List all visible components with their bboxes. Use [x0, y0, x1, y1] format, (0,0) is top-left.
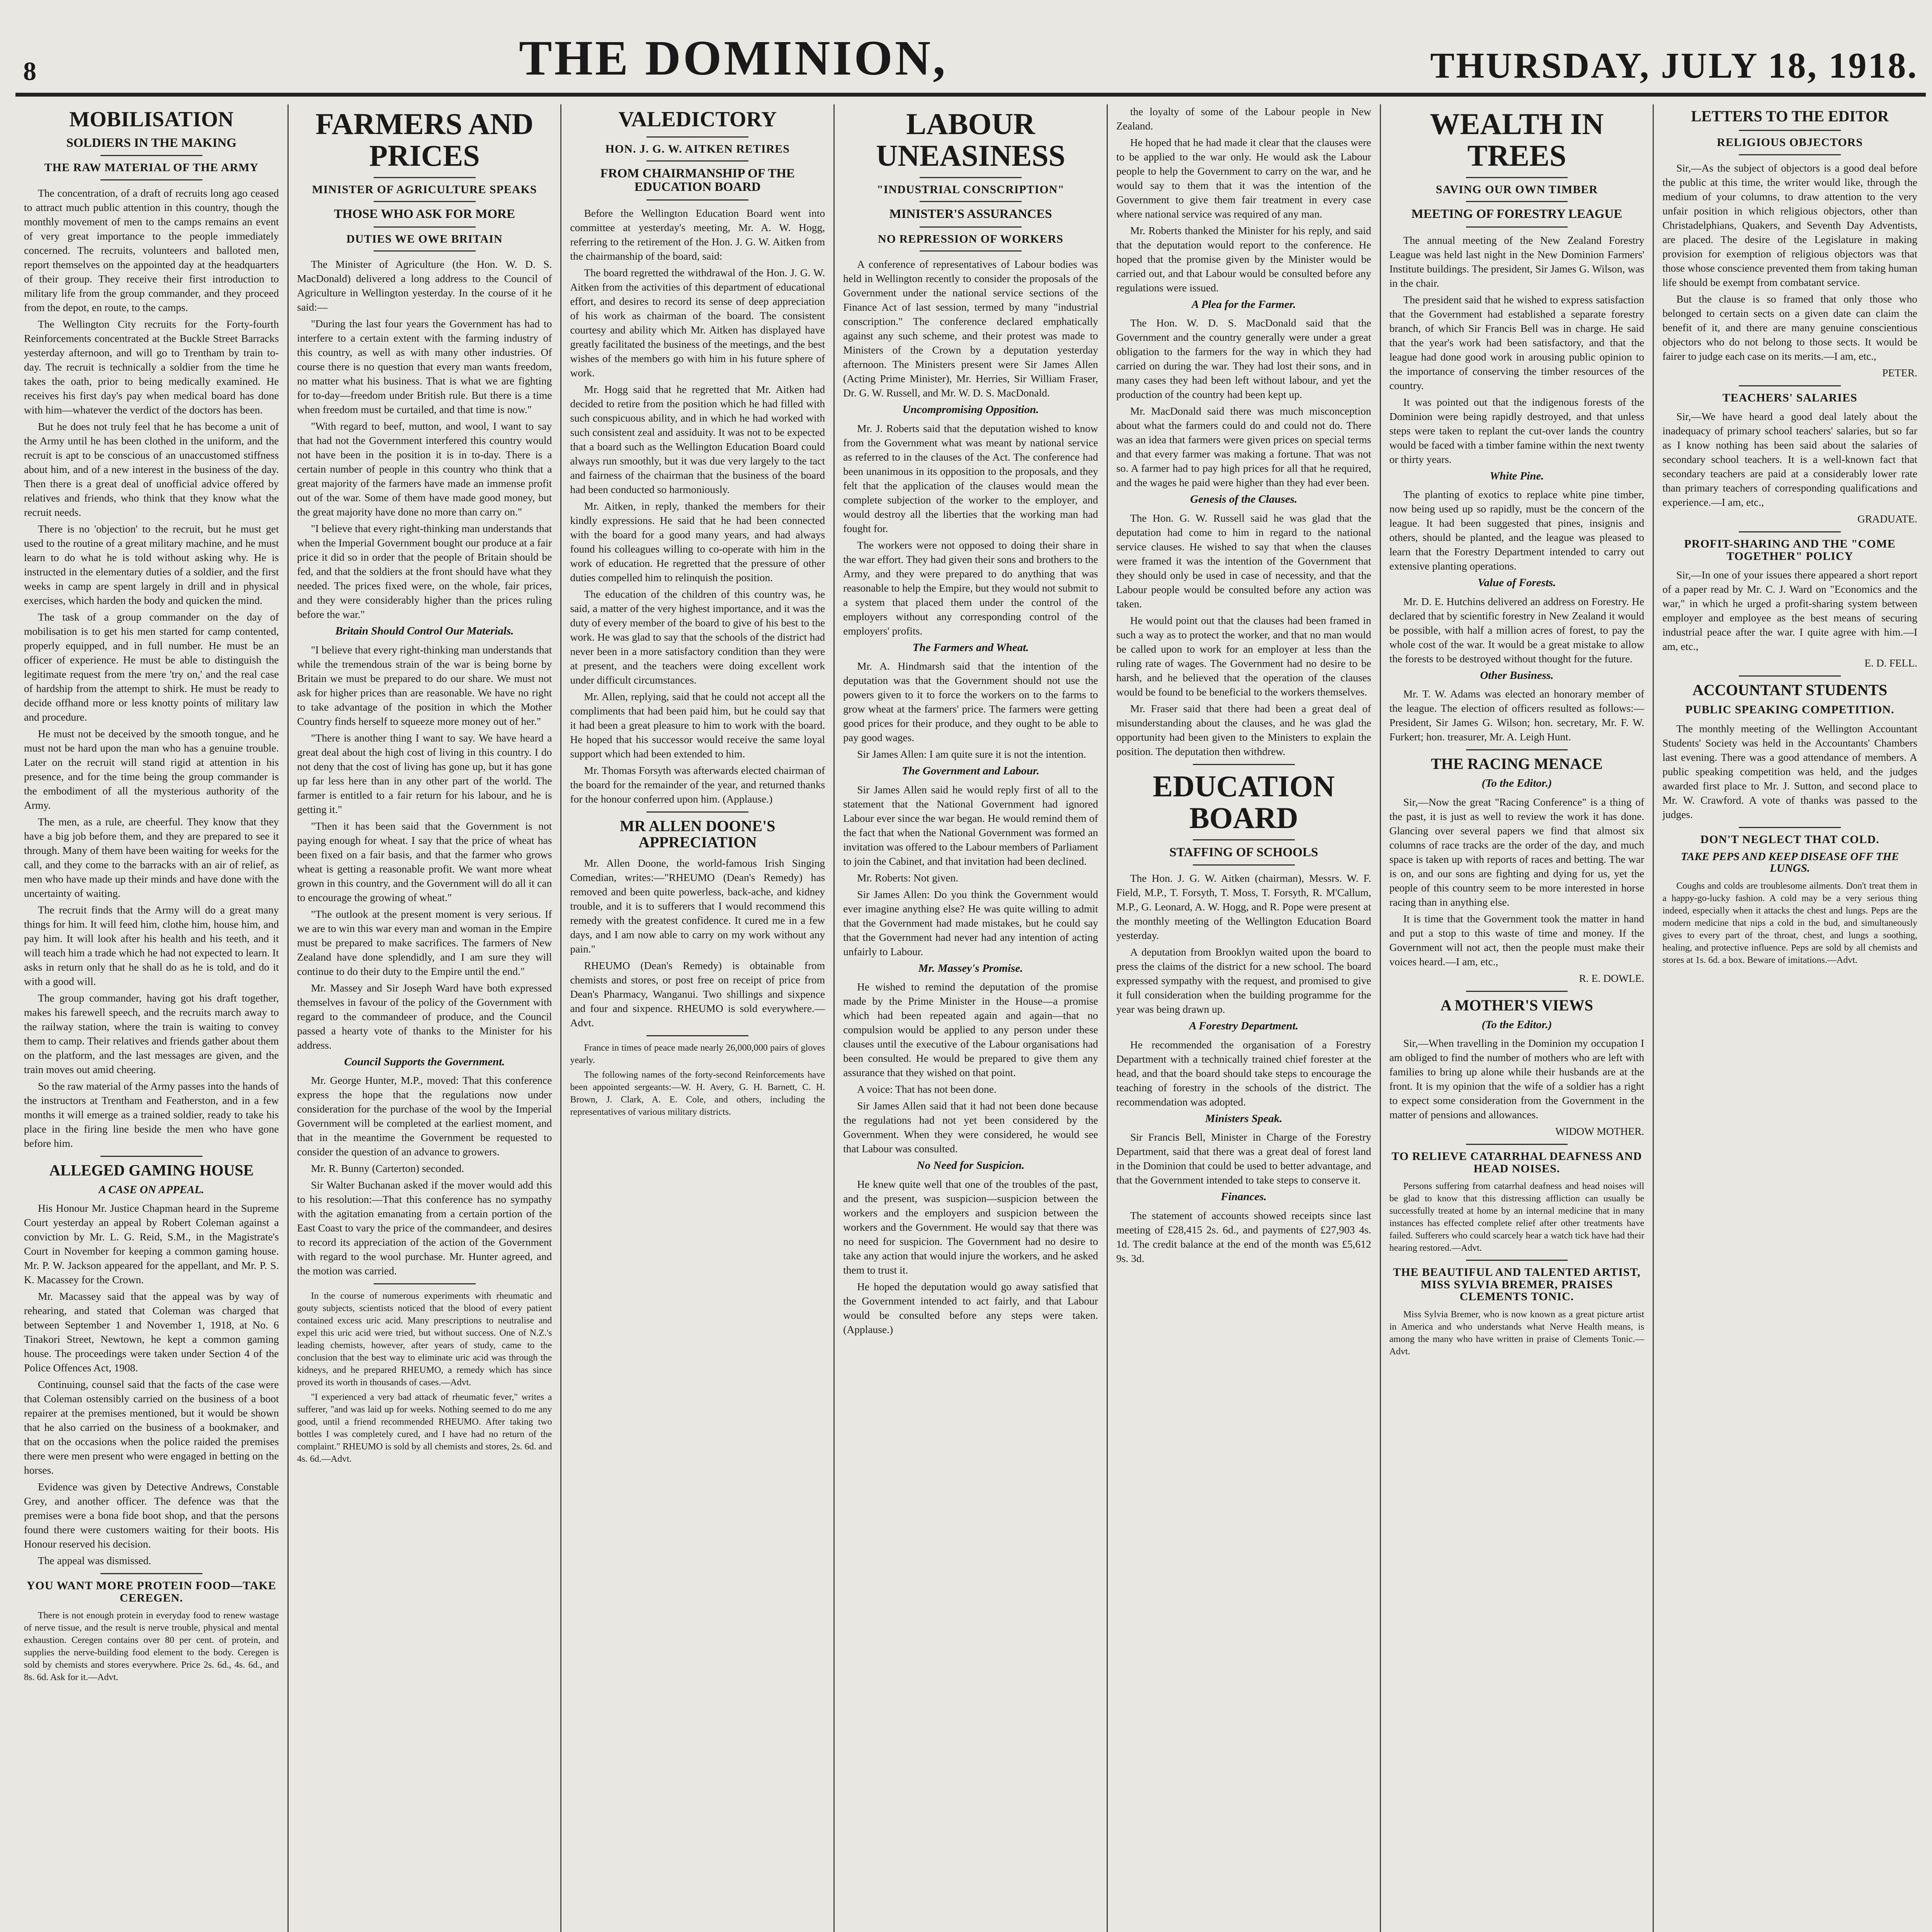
paragraph: It is time that the Government took the matter in hand and put a stop to this waste of time and money. If the Government will not act, then the people must make their voices heard.—I am, etc., [1389, 912, 1645, 968]
paragraph: "I believe that every right-thinking man understands that when the Imperial Government bought our produce at a fair price it did so in order that the people of Britain should be fed, and that the soldiers at the front should have what they needed. The prices fixed were, on the whole, fair prices, and they were considerably higher than the prices ruling before the war." [297, 522, 552, 621]
paragraph: the loyalty of some of the Labour people in New Zealand. [1116, 105, 1371, 132]
headline: ALLEGED GAMING HOUSE [49, 1161, 254, 1179]
divider [374, 201, 476, 202]
headline: Other Business. [1480, 669, 1554, 682]
divider [646, 160, 748, 162]
divider [1739, 531, 1841, 532]
headline: "INDUSTRIAL CONSCRIPTION" [877, 183, 1065, 196]
headline: NO REPRESSION OF WORKERS [878, 232, 1063, 245]
paragraph: The board regretted the withdrawal of the Hon. J. G. W. Aitken from the activities of this department of educational effort, and desires to record its sense of deep appreciation of his work as chairman of the board. The consistent courtesy and ability which Mr. Aitken has displayed have greatly facilitated the business of the meetings, and the best wishes of the members go with him in his future sphere of work. [570, 266, 825, 379]
paragraph: Mr. Thomas Forsyth was afterwards elected chairman of the board for the remainder of the year, and returned thanks for the honour conferred upon him. (Applause.) [570, 764, 825, 805]
column-2 [287, 104, 561, 1932]
headline: YOU WANT MORE PROTEIN FOOD—TAKE CEREGEN. [26, 1579, 276, 1604]
headline: Value of Forests. [1478, 577, 1556, 589]
divider [1466, 201, 1568, 202]
headline: SOLDIERS IN THE MAKING [66, 136, 237, 150]
headline: EDUCATION BOARD [1153, 769, 1335, 835]
headline: A Forestry Department. [1189, 1020, 1299, 1032]
paragraph: Mr. R. Bunny (Carterton) seconded. [311, 1162, 464, 1175]
advertisement-text: France in times of peace made nearly 26,000,000 pairs of gloves yearly. [570, 1043, 825, 1065]
paragraph: Sir Walter Buchanan asked if the mover would add this to his resolution:—That this conference has no sympathy with the agitation emanating from a certain portion of the East Coast to vary the price of the commandeer, and desires to record its appreciation of the action of the Government with regard to the wool purchase. Mr. Hunter agreed, and the motion was carried. [297, 1179, 552, 1277]
headline: STAFFING OF SCHOOLS [1169, 845, 1318, 859]
paragraph: Sir,—In one of your issues there appeared a short report of a paper read by Mr. C. J. Ward on "Economics and the war," in which he urged a profit-sharing system between employer and employee as the best means of securing industrial peace after the war. I quite agree with him.—I am, etc., [1662, 569, 1918, 652]
paragraph: RHEUMO (Dean's Remedy) is obtainable from chemists and stores, or post free on receipt of price from Dean's Pharmacy, Wanganui. Two shillings and sixpence and four and sixpence. RHEUMO is sold everywhere.—Advt. [570, 959, 825, 1029]
paragraph: Mr. Roberts: Not given. [857, 871, 959, 884]
headline: Council Supports the Government. [344, 1055, 505, 1068]
divider [1739, 385, 1841, 386]
column-3 [560, 104, 833, 1932]
column-4 [833, 104, 1107, 1932]
paragraph: Mr. A. Hindmarsh said that the intention of the deputation was that the Government should not use the powers given to it to force the workers on to the farms to grow wheat at the farmers' price. The farmers were getting good prices for their produce, and they ought to be able to pay good wages. [843, 660, 1098, 744]
headline: THE RAW MATERIAL OF THE ARMY [44, 161, 259, 174]
headline: The Government and Labour. [901, 765, 1040, 777]
paragraph: Evidence was given by Detective Andrews, Constable Grey, and another officer. The defence was that the premises were a bona fide boot shop, and that the persons found there were customers waiting for their boots. His Honour reserved his decision. [24, 1481, 279, 1550]
divider [1193, 864, 1295, 866]
masthead [15, 15, 1926, 97]
advertisement-text: Coughs and colds are troublesome ailments. Don't treat them in a happy-go-lucky fashion. A cold may be a very serious thing indeed, especially when it attacks the chest and lungs. Peps are the modern medicine that nips a cold in the bud, and simultaneously gives to every part of the throat, chest, and lungs a soothing, healing, and protective influence. Peps are sold by all chemists and stores at 1s. 6d. a box. Beware of imitations.—Advt. [1662, 881, 1918, 965]
divider [374, 177, 476, 178]
paragraph: "The outlook at the present moment is very serious. If we are to win this war every man and woman in the Empire must be prepared to make sacrifices. The farmers of New Zealand have done splendidly, and I am sure they will continue to do their duty to the Empire until the end." [297, 908, 552, 977]
paragraph: The president said that he wished to express satisfaction that the Government had established a separate forestry branch, of which Sir Francis Bell was in charge. He said that the year's work had been satisfactory, and that the league had done good work in arousing public opinion to the importance of conserving the timber resources of the country. [1389, 293, 1645, 391]
paragraph: "With regard to beef, mutton, and wool, I want to say that had not the Government interfered this country would not have been in the position it is in to-day. There is a certain number of people in this country who think that a great majority of the farmers have made an immense profit out of the war. Some of them have made good money, but the great majority have done no more than carry on." [297, 420, 552, 518]
paragraph: The concentration, of a draft of recruits long ago ceased to attract much public attention in this country, though the monthly movement of men to the camps remains an event of very great importance to the people immediately concerned. The recruits, volunteers and balloted men, report themselves on the appointed day at the headquarters of their group. They receive their first introduction to military life from the group commander, and they proceed from the depot, en route, to the camps. [24, 187, 279, 313]
divider [1466, 991, 1568, 992]
divider [374, 226, 476, 228]
headline: Finances. [1221, 1190, 1267, 1203]
headline: MR ALLEN DOONE'S APPRECIATION [620, 817, 776, 851]
headline: White Pine. [1490, 469, 1544, 482]
paragraph: Mr. MacDonald said there was much misconception about what the farmers could do and could not do. There was an idea that farmers were given prices on special terms and that every farmer was making a fortune. That was not so. A farmer had to pay high prices for all that he required, and the wages he paid were higher than they had ever been. [1116, 405, 1371, 489]
headline: TO RELIEVE CATARRHAL DEAFNESS AND HEAD NOISES. [1391, 1150, 1642, 1175]
paragraph: "Then it has been said that the Government is not paying enough for wheat. I say that the price of wheat has been fixed on a fair basis, and that the farmer who grows wheat is getting a reasonable profit. We want more wheat grown in this country, and the Government will do all it can to encourage the growing of wheat." [297, 820, 552, 903]
columns [15, 104, 1926, 1932]
paragraph: He must not be deceived by the smooth tongue, and he must not be hard upon the man who has a genuine trouble. Later on the recruit will stand rigid at attention in his presence, and for the time being the group commander is the embodiment of all the mysterious authority of the Army. [24, 727, 279, 811]
paragraph: Mr. Fraser said that there had been a great deal of misunderstanding about the clauses, and he was glad the opportunity had been given to the Ministers to explain the position. The deputation then withdrew. [1116, 702, 1371, 757]
headline: PUBLIC SPEAKING COMPETITION. [1685, 703, 1895, 716]
paragraph: The task of a group commander on the day of mobilisation is to get his men started for camp contented, properly equipped, and in full number. He must be an officer of experience. He must be able to distinguish the legitimate request from the mere 'try on,' and the real case of hardship from the attempt to shirk. He must be ready to decide offhand more or less knotty points of military law and procedure. [24, 611, 279, 723]
headline: MEETING OF FORESTRY LEAGUE [1411, 207, 1622, 221]
headline: (To the Editor.) [1481, 777, 1552, 790]
paragraph: He hoped that he had made it clear that the clauses were to be applied to the war only. He would ask the Labour people to help the Government to carry on the war, and he would say to them that it was the intention of the Government to give them fair treatment in every case where national service was required of any man. [1116, 136, 1371, 220]
paragraph: The workers were not opposed to doing their share in the war effort. They had given their sons and brothers to the Army, and they were prepared to do anything that was reasonable to help the Empire, but they would not submit to a system that placed them under the control of the employers without any corresponding control of the employers' profits. [843, 539, 1098, 637]
paragraph: But the clause is so framed that only those who belonged to certain sects on a given date can claim the benefit of it, and there are many genuine conscientious objectors who do not belong to those sects. It would be fairer to judge each case on its merits.—I am, etc., [1662, 293, 1918, 362]
divider [1466, 226, 1568, 228]
paragraph: Continuing, counsel said that the facts of the case were that Coleman ostensibly carried on the business of a boot repairer at the premises mentioned, but it would be shown that he also carried on the business of a bookmaker, and that on the occasions when the police raided the premises there were men present who were engaged in betting on the horses. [24, 1378, 279, 1476]
paragraph: He recommended the organisation of a Forestry Department with a technically trained chief forester at the head, and that the board should take steps to encourage the teaching of forestry in the schools of the district. The recommendation was adopted. [1116, 1038, 1371, 1108]
divider [646, 136, 748, 138]
advertisement-text: In the course of numerous experiments with rheumatic and gouty subjects, scientists noticed that the blood of every patient contained excess uric acid. Many prescriptions to neutralise and expel this uric acid were tried, but without success. One of N.Z.'s leading chemists, however, after years of study, came to the conclusion that the best way to eliminate uric acid was through the kidneys, and he prepared RHEUMO, a remedy which has since proved its worth in thousands of cases.—Advt. [297, 1291, 552, 1388]
paragraph: Before the Wellington Education Board went into committee at yesterday's meeting, Mr. A. W. Hogg, referring to the retirement of the Hon. J. G. W. Aitken from the chairmanship of the board, said: [570, 207, 825, 262]
column-5 [1107, 104, 1380, 1932]
divider [920, 201, 1022, 202]
paragraph: He would point out that the clauses had been framed in such a way as to protect the worker, and that no man would be called upon to work for an employer at less than the ruling rate of wages. The Government had no desire to be harsh, and he believed that the operation of the clauses would be found to be beneficial to the workers themselves. [1116, 614, 1371, 698]
signature: PETER. [1882, 366, 1918, 379]
headline: FARMERS AND PRICES [315, 107, 534, 172]
paragraph: Mr. D. E. Hutchins delivered an address on Forestry. He declared that by scientific forestry in New Zealand it would be possible, with half a million acres of forest, to pay the whole cost of the war. It would be a great mistake to allow the forests to be destroyed without thought for the future. [1389, 595, 1645, 665]
headline: Genesis of the Clauses. [1190, 493, 1298, 506]
paragraph: But he does not truly feel that he has become a unit of the Army until he has been clothed in the uniform, and the recruit is apt to be conscious of an unaccustomed stiffness about him, and of a new interest in the business of the day. Then there is a great deal of unofficial advice offered by relatives and friends, who think that they know what the recruit needs. [24, 420, 279, 518]
divider [1466, 177, 1568, 178]
paragraph: The Hon. J. G. W. Aitken (chairman), Messrs. W. F. Field, M.P., T. Forsyth, T. Moss, T. Forsyth, R. M'Callum, M.P., G. Leonard, A. W. Hogg, and R. Pope were present at the monthly meeting of the Wellington Education Board yesterday. [1116, 872, 1371, 942]
paragraph: Mr. Hogg said that he regretted that Mr. Aitken had decided to retire from the position which he had filled with such conspicuous ability, and in which he had worked with such consistent zeal and assiduity. It was not to be expected that a board such as the Wellington Education Board could always run smoothly, but it was due very largely to the tact and fairness of the chairman that the business of the board had been conducted so harmoniously. [570, 383, 825, 495]
headline: TEACHERS' SALARIES [1722, 391, 1857, 404]
headline: Britain Should Control Our Materials. [335, 625, 514, 638]
paragraph: Sir,—When travelling in the Dominion my occupation I am obliged to find the number of mothers who are left with families to bring up alone while their husbands are at the front. It is my opinion that the wife of a soldier has a right to expect some consideration from the Government in the matter of pensions and allowances. [1389, 1037, 1645, 1121]
paragraph: The recruit finds that the Army will do a great many things for him. It will feed him, clothe him, house him, and pay him. It will look after his health and his teeth, and it will teach him a trade which he had not expected to learn. It asks in return only that he shall do as he is told, and do it with a good will. [24, 903, 279, 987]
headline: ACCOUNTANT STUDENTS [1692, 681, 1888, 699]
advertisement-text: Miss Sylvia Bremer, who is now known as a great picture artist in America and who understands what Nerve Health means, is among the many who have written in praise of Clements Tonic.—Advt. [1389, 1309, 1645, 1357]
headline: SAVING OUR OWN TIMBER [1435, 183, 1598, 196]
paragraph: A conference of representatives of Labour bodies was held in Wellington recently to consider the proposals of the Government under the national service sections of the Finance Act of last session, termed by many "industrial conscription." The conference declared emphatically against any such scheme, and their protest was made to Ministers of the Crown by a deputation yesterday afternoon. The Ministers present were Sir James Allen (Acting Prime Minister), Mr. Herries, Sir William Fraser, Dr. G. W. Russell, and Mr. W. D. S. MacDonald. [843, 258, 1098, 399]
divider [100, 1573, 202, 1574]
headline: Uncompromising Opposition. [902, 403, 1039, 416]
headline: HON. J. G. W. AITKEN RETIRES [605, 142, 790, 155]
headline: LABOUR UNEASINESS [876, 107, 1065, 172]
divider [646, 199, 748, 201]
signature: GRADUATE. [1857, 513, 1918, 525]
divider [1193, 839, 1295, 840]
advertisement-text: "I experienced a very bad attack of rheumatic fever," writes a sufferer, "and was laid up for weeks. Nothing seemed to do me any good, until a friend recommended RHEUMO. After taking two bottles I was completely cured, and I have had no return of the complaint." RHEUMO is sold by all chemists and stores, 2s. 6d. and 4s. 6d.—Advt. [297, 1392, 552, 1464]
paragraph: Sir Francis Bell, Minister in Charge of the Forestry Department, said that there was a great deal of forest land in the Dominion that could be used to better advantage, and that the Government intended to take steps to conserve it. [1116, 1131, 1371, 1186]
divider [646, 1035, 748, 1036]
divider [920, 177, 1022, 178]
paragraph: His Honour Mr. Justice Chapman heard in the Supreme Court yesterday an appeal by Robert Coleman against a conviction by Mr. L. G. Reid, S.M., in the Magistrate's Court in November for keeping a common gaming house. Mr. P. W. Jackson appeared for the appellant, and Mr. P. S. K. Macassey for the Crown. [24, 1202, 279, 1286]
paragraph: A deputation from Brooklyn waited upon the board to press the claims of the district for a new school. The board expressed sympathy with the request, and promised to give it full consideration when the building programme for the year was being drawn up. [1116, 946, 1371, 1015]
paragraph: Mr. George Hunter, M.P., moved: That this conference express the hope that the regulations now under consideration for the purchase of the wool by the Imperial Government will be completed at the earliest moment, and that in the meantime the Government be requested to consider the question of an advance to growers. [297, 1074, 552, 1158]
page-number: 8 [23, 56, 36, 86]
paragraph: "There is another thing I want to say. We have heard a great deal about the high cost of living in this country. I do not deny that the cost of living has gone up, but it has gone up far less here than in any other part of the world. The farmer is entitled to a fair return for his labour, and he is getting it." [297, 731, 552, 815]
divider [1739, 827, 1841, 828]
paragraph: He wished to remind the deputation of the promise made by the Prime Minister in the House—a promise which had been repeated again and again—that no compulsion would be applied to any person under these clauses until the executive of the Labour organisations had been consulted. He would be prepared to give them any assurance that they wished on that point. [843, 981, 1098, 1079]
headline: VALEDICTORY [618, 107, 777, 131]
paragraph: Sir,—As the subject of objectors is a good deal before the public at this time, the writer would like, through the medium of your columns, to draw attention to the very unfair position in which religious objectors, other than Christadelphians, Quakers, and Seventh Day Adventists, are placed. The desire of the Legislature in making provision for exemption of religious objectors was that those whose conscience prevented them from taking human life should be exempt from combatant service. [1662, 162, 1918, 288]
headline: A MOTHER'S VIEWS [1440, 996, 1593, 1014]
divider [100, 179, 202, 180]
paragraph: "I believe that every right-thinking man understands that while the tremendous strain of the war is being borne by Britain we must be prepared to do our share. We must not ask for higher prices than are reasonable. We have no right to take advantage of the position in which the Mother Country finds herself to squeeze more money out of her." [297, 643, 552, 727]
headline: PROFIT-SHARING AND THE "COME TOGETHER" POLICY [1684, 537, 1896, 563]
paragraph: Mr. Roberts thanked the Minister for his reply, and said that the deputation would report to the conference. He hoped that the promise given by the Minister would be carried out, and that Labour would be consulted before any regulations were issued. [1116, 224, 1371, 294]
divider [1466, 1144, 1568, 1145]
headline: THOSE WHO ASK FOR MORE [334, 207, 515, 221]
advertisement-text: The following names of the forty-second Reinforcements have been appointed sergeants:—W. H. Avery, G. H. Barnett, C. H. Brown, J. Clark, A. E. Cole, and others, including the representatives of various military districts. [570, 1070, 825, 1117]
paragraph: Sir James Allen said that it had not been done because the regulations had not yet been considered by the Government. When they were considered, he would see that Labour was consulted. [843, 1100, 1098, 1155]
paragraph: Sir James Allen: I am quite sure it is not the intention. [857, 748, 1086, 760]
divider [920, 250, 1022, 252]
headline: DUTIES WE OWE BRITAIN [346, 232, 503, 245]
divider [100, 1156, 202, 1157]
paragraph: Mr. T. W. Adams was elected an honorary member of the league. The election of officers resulted as follows:—President, Sir James G. Wilson; hon. secretary, Mr. F. W. Furkert; hon. treasurer, Mr. A. Leigh Hunt. [1389, 688, 1645, 743]
divider [1739, 154, 1841, 155]
divider [100, 155, 202, 156]
column-1 [15, 104, 287, 1932]
headline: MINISTER OF AGRICULTURE SPEAKS [312, 183, 537, 196]
headline: DON'T NEGLECT THAT COLD. [1700, 833, 1879, 846]
paragraph: The men, as a rule, are cheerful. They know that they have a big job before them, and they are prepared to see it through. Many of them have been waiting for weeks for the call, and they come to the barracks with an air of relief, as men who have made up their minds and have done with the uncertainty of waiting. [24, 815, 279, 899]
column-6 [1380, 104, 1653, 1932]
headline: Mr. Massey's Promise. [918, 962, 1023, 975]
headline: A CASE ON APPEAL. [99, 1183, 204, 1196]
paragraph: The Minister of Agriculture (the Hon. W. D. S. MacDonald) delivered a long address to the Council of Agriculture in Wellington yesterday. In the course of it he said:— [297, 258, 552, 313]
headline: LETTERS TO THE EDITOR [1691, 107, 1889, 125]
divider [1193, 764, 1295, 765]
headline: A Plea for the Farmer. [1191, 298, 1296, 311]
divider [1739, 675, 1841, 677]
paragraph: He hoped the deputation would go away satisfied that the Government intended to act fairly, and that Labour would be consulted before any steps were taken. (Applause.) [843, 1280, 1098, 1335]
paragraph: Sir James Allen: Do you think the Government would ever imagine anything else? He was quite willing to admit that the Government had made mistakes, but he could say that the Government had never had any intention of acting unfairly to Labour. [843, 888, 1098, 957]
paragraph: The group commander, having got his draft together, makes his farewell speech, and the recruits march away to the railway station, where the train is waiting to convey them to camp. Their relatives and friends gather about them on the platform, and the last messages are given, and the train moves out amid cheering. [24, 992, 279, 1075]
headline: RELIGIOUS OBJECTORS [1717, 136, 1863, 149]
headline: Ministers Speak. [1205, 1112, 1282, 1125]
headline: TAKE PEPS AND KEEP DISEASE OFF THE LUNGS. [1680, 850, 1899, 875]
paragraph: The Hon. W. D. S. MacDonald said that the Government and the country generally were under a great obligation to the farmers for the way in which they had carried on during the war. They had lost their sons, and in many cases they had been left without labour, and yet the production of the country had been kept up. [1116, 317, 1371, 401]
paragraph: Mr. Massey and Sir Joseph Ward have both expressed themselves in favour of the policy of the Government with regard to the commandeer of produce, and the Council passed a hearty vote of thanks to the Minister for his address. [297, 981, 552, 1051]
advertisement-text: There is not enough protein in everyday food to renew wastage of nerve tissue, and the result is nerve trouble, physical and mental exhaustion. Ceregen contains over 80 per cent. of protein, and supplies the nerve-building food element to the body. Ceregen is sold by chemists and stores everywhere. Price 2s. 6d., 4s. 6d., and 8s. 6d. Ask for it.—Advt. [24, 1611, 279, 1683]
paragraph: Mr. J. Roberts said that the deputation wished to know from the Government what was meant by national service as referred to in the clauses of the Act. The conference had been unanimous in its opposition to the proposals, and they felt that the application of the clauses would mean the complete subjection of the worker to the employer, and would destroy all the liberties that the working man had fought for. [843, 422, 1098, 534]
paragraph: The statement of accounts showed receipts since last meeting of £28,415 2s. 6d., and payments of £27,903 4s. 1d. The credit balance at the end of the month was £5,612 9s. 3d. [1116, 1209, 1371, 1264]
headline: (To the Editor.) [1481, 1018, 1552, 1031]
paragraph: It was pointed out that the indigenous forests of the Dominion were being rapidly destroyed, and that unless steps were taken to replant the cut-over lands the country would be faced with a timber famine within the next twenty or thirty years. [1389, 396, 1645, 465]
issue-date: THURSDAY, JULY 18, 1918. [1430, 46, 1918, 86]
headline: The Farmers and Wheat. [912, 641, 1029, 654]
signature: WIDOW MOTHER. [1555, 1125, 1645, 1138]
headline: MOBILISATION [69, 107, 234, 131]
headline: MINISTER'S ASSURANCES [889, 207, 1052, 221]
newspaper-title: THE DOMINION, [519, 31, 948, 85]
paragraph: The appeal was dismissed. [38, 1554, 151, 1567]
signature: E. D. FELL. [1864, 657, 1918, 669]
paragraph: Sir James Allen said he would reply first of all to the statement that the National Government had ignored Labour ever since the war began. He would remind them of the fact that when the National Government was formed an invitation was offered to the Labour members of Parliament to join the Cabinet, and that invitation had been declined. [843, 783, 1098, 867]
paragraph: A voice: That has not been done. [857, 1083, 997, 1095]
paragraph: The education of the children of this country was, he said, a matter of the very highest importance, and it was the duty of every member of the board to give of his best to the work. He was glad to say that the schools of the district had never been in a more satisfactory condition than they were at present, and the teachers were doing excellent work under difficult circumstances. [570, 588, 825, 686]
paragraph: The monthly meeting of the Wellington Accountant Students' Society was held in the Accountants' Chambers last evening. There was a good attendance of members. A public speaking competition was held, and the judges awarded first place to Mr. J. Sutton, and second place to Mr. W. Crawford. A vote of thanks was passed to the judges. [1662, 722, 1918, 820]
signature: R. E. DOWLE. [1579, 972, 1645, 984]
paragraph: "During the last four years the Government has had to interfere to a certain extent with the farming industry of this country, as well as with many other industries. Of course there is no question that every man wants freedom, no matter what his business. That is what we are fighting for to-day—freedom under British rule. But there is a time when freedom must be curtailed, and that time is now." [297, 318, 552, 416]
divider [1739, 130, 1841, 131]
paragraph: Mr. Allen, replying, said that he could not accept all the compliments that had been paid him, but he could say that it had been a great pleasure to him to work with the board. He hoped that his successor would receive the same loyal support which had been extended to him. [570, 690, 825, 760]
headline: FROM CHAIRMANSHIP OF THE EDUCATION BOARD [600, 167, 795, 194]
divider [374, 250, 476, 252]
paragraph: The annual meeting of the New Zealand Forestry League was held last night in the New Dominion Farmers' Institute buildings. The president, Sir James G. Wilson, was in the chair. [1389, 234, 1645, 289]
divider [1466, 1260, 1568, 1261]
divider [920, 226, 1022, 228]
paragraph: The planting of exotics to replace white pine timber, now being used up so rapidly, must be the concern of the league. It had been suggested that pines, insignis and others, should be planted, and the league was pleased to learn that the Forestry Department intended to carry out extensive planting operations. [1389, 488, 1645, 572]
paragraph: The Hon. G. W. Russell said he was glad that the deputation had come to him in regard to the national service clauses. He wished to say that when the clauses were framed it was the intention of the Government that they should only be used in case of necessity, and that the Labour people would be consulted before any action was taken. [1116, 512, 1371, 610]
divider [646, 811, 748, 813]
headline: WEALTH IN TREES [1430, 107, 1604, 172]
headline: No Need for Suspicion. [917, 1159, 1025, 1172]
advertisement-text: Persons suffering from catarrhal deafness and head noises will be glad to know that this distressing affliction can usually be successfully treated at home by an internal medicine that in many instances has effected complete relief after other treatments have failed. Sufferers who could scarcely hear a watch tick have had their hearing restored.—Advt. [1389, 1181, 1645, 1253]
paragraph: He knew quite well that one of the troubles of the past, and the present, was suspicion—suspicion between the workers and the employers and suspicion between the workers and the Government. He would say that there was no need for suspicion. The Government had no desire to take any action that would injure the workers, and he asked them to trust it. [843, 1178, 1098, 1276]
paragraph: So the raw material of the Army passes into the hands of the instructors at Trentham and Featherston, and in a few months it will emerge as a trained soldier, ready to take his place in the firing line beside the men who have gone before him. [24, 1080, 279, 1149]
divider [1466, 749, 1568, 750]
headline: THE RACING MENACE [1431, 755, 1603, 773]
paragraph: There is no 'objection' to the recruit, but he must get used to the routine of a great military machine, and he must learn to do what he is told without asking why. He is instructed in the elementary duties of a soldier, and the first weeks in camp are spent largely in drill and in physical exercises, which harden the body and quicken the mind. [24, 522, 279, 606]
paragraph: Sir,—We have heard a good deal lately about the inadequacy of primary school teachers' salaries, but so far as I know nothing has been said about the salaries of secondary school teachers. It is a well-known fact that secondary teachers are paid at a considerably lower rate than primary teachers of corresponding qualifications and experience.—I am, etc., [1662, 410, 1918, 508]
paragraph: Mr. Allen Doone, the world-famous Irish Singing Comedian, writes:—"RHEUMO (Dean's Remedy) has removed and been quite powerless, back-ache, and kidney trouble, and it is to sufferers that I would recommend this remedy with the greatest confidence. It cured me in a few days, and I am now able to carry on my work without any pain." [570, 857, 825, 955]
paragraph: The Wellington City recruits for the Forty-fourth Reinforcements concentrated at the Buckle Street Barracks yesterday afternoon, and will go to Trentham by train to-day. The recruit is technically a soldier from the time he takes the oath, prior to being medically examined. He receives his first day's pay when medical board has done with him—whatever the verdict of the doctors has been. [24, 318, 279, 416]
paragraph: Mr. Macassey said that the appeal was by way of rehearing, and stated that Coleman was charged that between September 1 and November 1, 1918, at No. 6 Tinakori Street, Newtown, he kept a common gaming house. The proceedings were taken under Section 4 of the Police Offences Act, 1908. [24, 1290, 279, 1374]
column-7 [1653, 104, 1926, 1932]
paragraph: Mr. Aitken, in reply, thanked the members for their kindly expressions. He said that he had been connected with the board for a good many years, and had always found his colleagues willing to co-operate with him in the work of education. He regretted that the pressure of other duties compelled him to relinquish the position. [570, 500, 825, 583]
paragraph: Sir,—Now the great "Racing Conference" is a thing of the past, it is just as well to review the work it has done. Glancing over several papers we find that almost six columns of race tracks are the order of the day, and much space is taken up with reports of races and betting. The war is on, and our sons are fighting and dying for us, yet the people of this country seem to be more interested in horse racing than in anything else. [1389, 796, 1645, 908]
newspaper-page [15, 15, 1926, 1932]
headline: THE BEAUTIFUL AND TALENTED ARTIST, MISS SYLVIA BREMER, PRAISES CLEMENTS TONIC. [1393, 1266, 1641, 1303]
divider [374, 1283, 476, 1284]
